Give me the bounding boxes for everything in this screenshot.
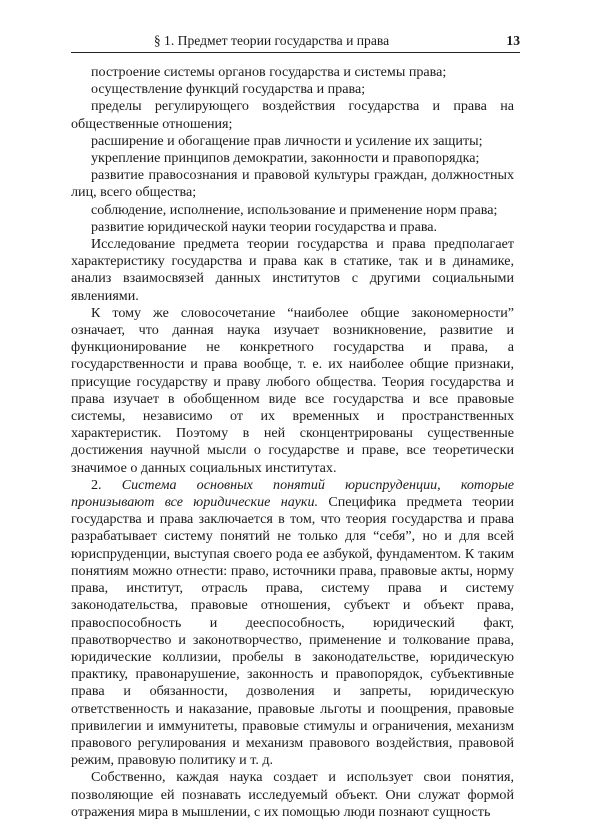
list-item: развитие правосознания и правовой культуры граждан, должностных лиц, всего общества; (71, 167, 514, 201)
list-item: расширение и обогащение прав личности и усиление их защиты; (91, 132, 483, 149)
paragraph-general-laws: К тому же словосочетание “наиболее общие закономерности” означает, что данная наука изучает возникновение, развитие и функционирование не конкретного государства и права, а государственности и права вообще, т. е. их наиболее общие признаки, присущие государству и праву любого общества. Теория государства и права изучает в обобщенном виде все государства и все правовые системы, независимо от их временных и пространственных характеристик. Поэтому в ней сконцентрированы существенные достижения научной мысли о государстве и праве, все теоретически значимое о данных социальных институтах. (71, 304, 514, 476)
list-item: построение системы органов государства и системы права; (91, 64, 447, 80)
page-number: 13 (506, 33, 520, 48)
running-header (71, 30, 520, 53)
list-item: развитие юридической науки теории государства и права. (91, 218, 438, 235)
list-item: пределы регулирующего воздействия государства и права на общественные отношения; (71, 98, 514, 132)
list-item: соблюдение, исполнение, использование и применение норм права; (91, 201, 498, 218)
paragraph-science-concepts: Собственно, каждая наука создает и использует свои понятия, позволяющие ей познавать исследуемый объект. Они служат формой отражения мира в мышлении, с их помощью люди познают сущность (71, 769, 514, 820)
paragraph-number: 2. (91, 476, 122, 493)
emphasized-heading: Система основных понятий юриспруденции, которые пронизывают все юридические науки. (71, 476, 514, 511)
paragraph-study-subject: Исследование предмета теории государства и права предполагает характеристику государства и права как в статике, так и в динамике, анализ взаимосвязей данных институтов с другими социальными явлениями. (71, 236, 514, 304)
paragraph-text: Специфика предмета теории государства и права заключается в том, что теория государства и права разрабатывает систему понятий не только для “себя”, но и для всей юриспруденции, выступая своего рода ее азбукой, фундаментом. К таким понятиям можно отнести: право, источники права, правовые акты, норму права, институт, отрасль права, систему права и систему законодательства, правовые отношения, субъект и объект права, правоспособность и дееспособность, юридический факт, правотворчество и законотворчество, применение и толкование права, юридические коллизии, пробелы в законодательстве, юридическую практику, правонарушение, законность и правопорядок, субъективные права и обязанности, дозволения и запреты, юридическую ответственность и наказание, правовые льготы и поощрения, правовые привилегии и иммунитеты, правовые стимулы и ограничения, механизм правового регулирования и механизм правового воздействия, правовой режим, правовую политику и т. д. (71, 494, 514, 769)
list-item: осуществление функций государства и права; (91, 81, 366, 98)
page-body (71, 64, 514, 821)
paragraph-system-of-concepts (71, 477, 514, 769)
header-title: § 1. Предмет теории государства и права (153, 33, 390, 48)
list-item: укрепление принципов демократии, законности и правопорядка; (91, 150, 480, 167)
